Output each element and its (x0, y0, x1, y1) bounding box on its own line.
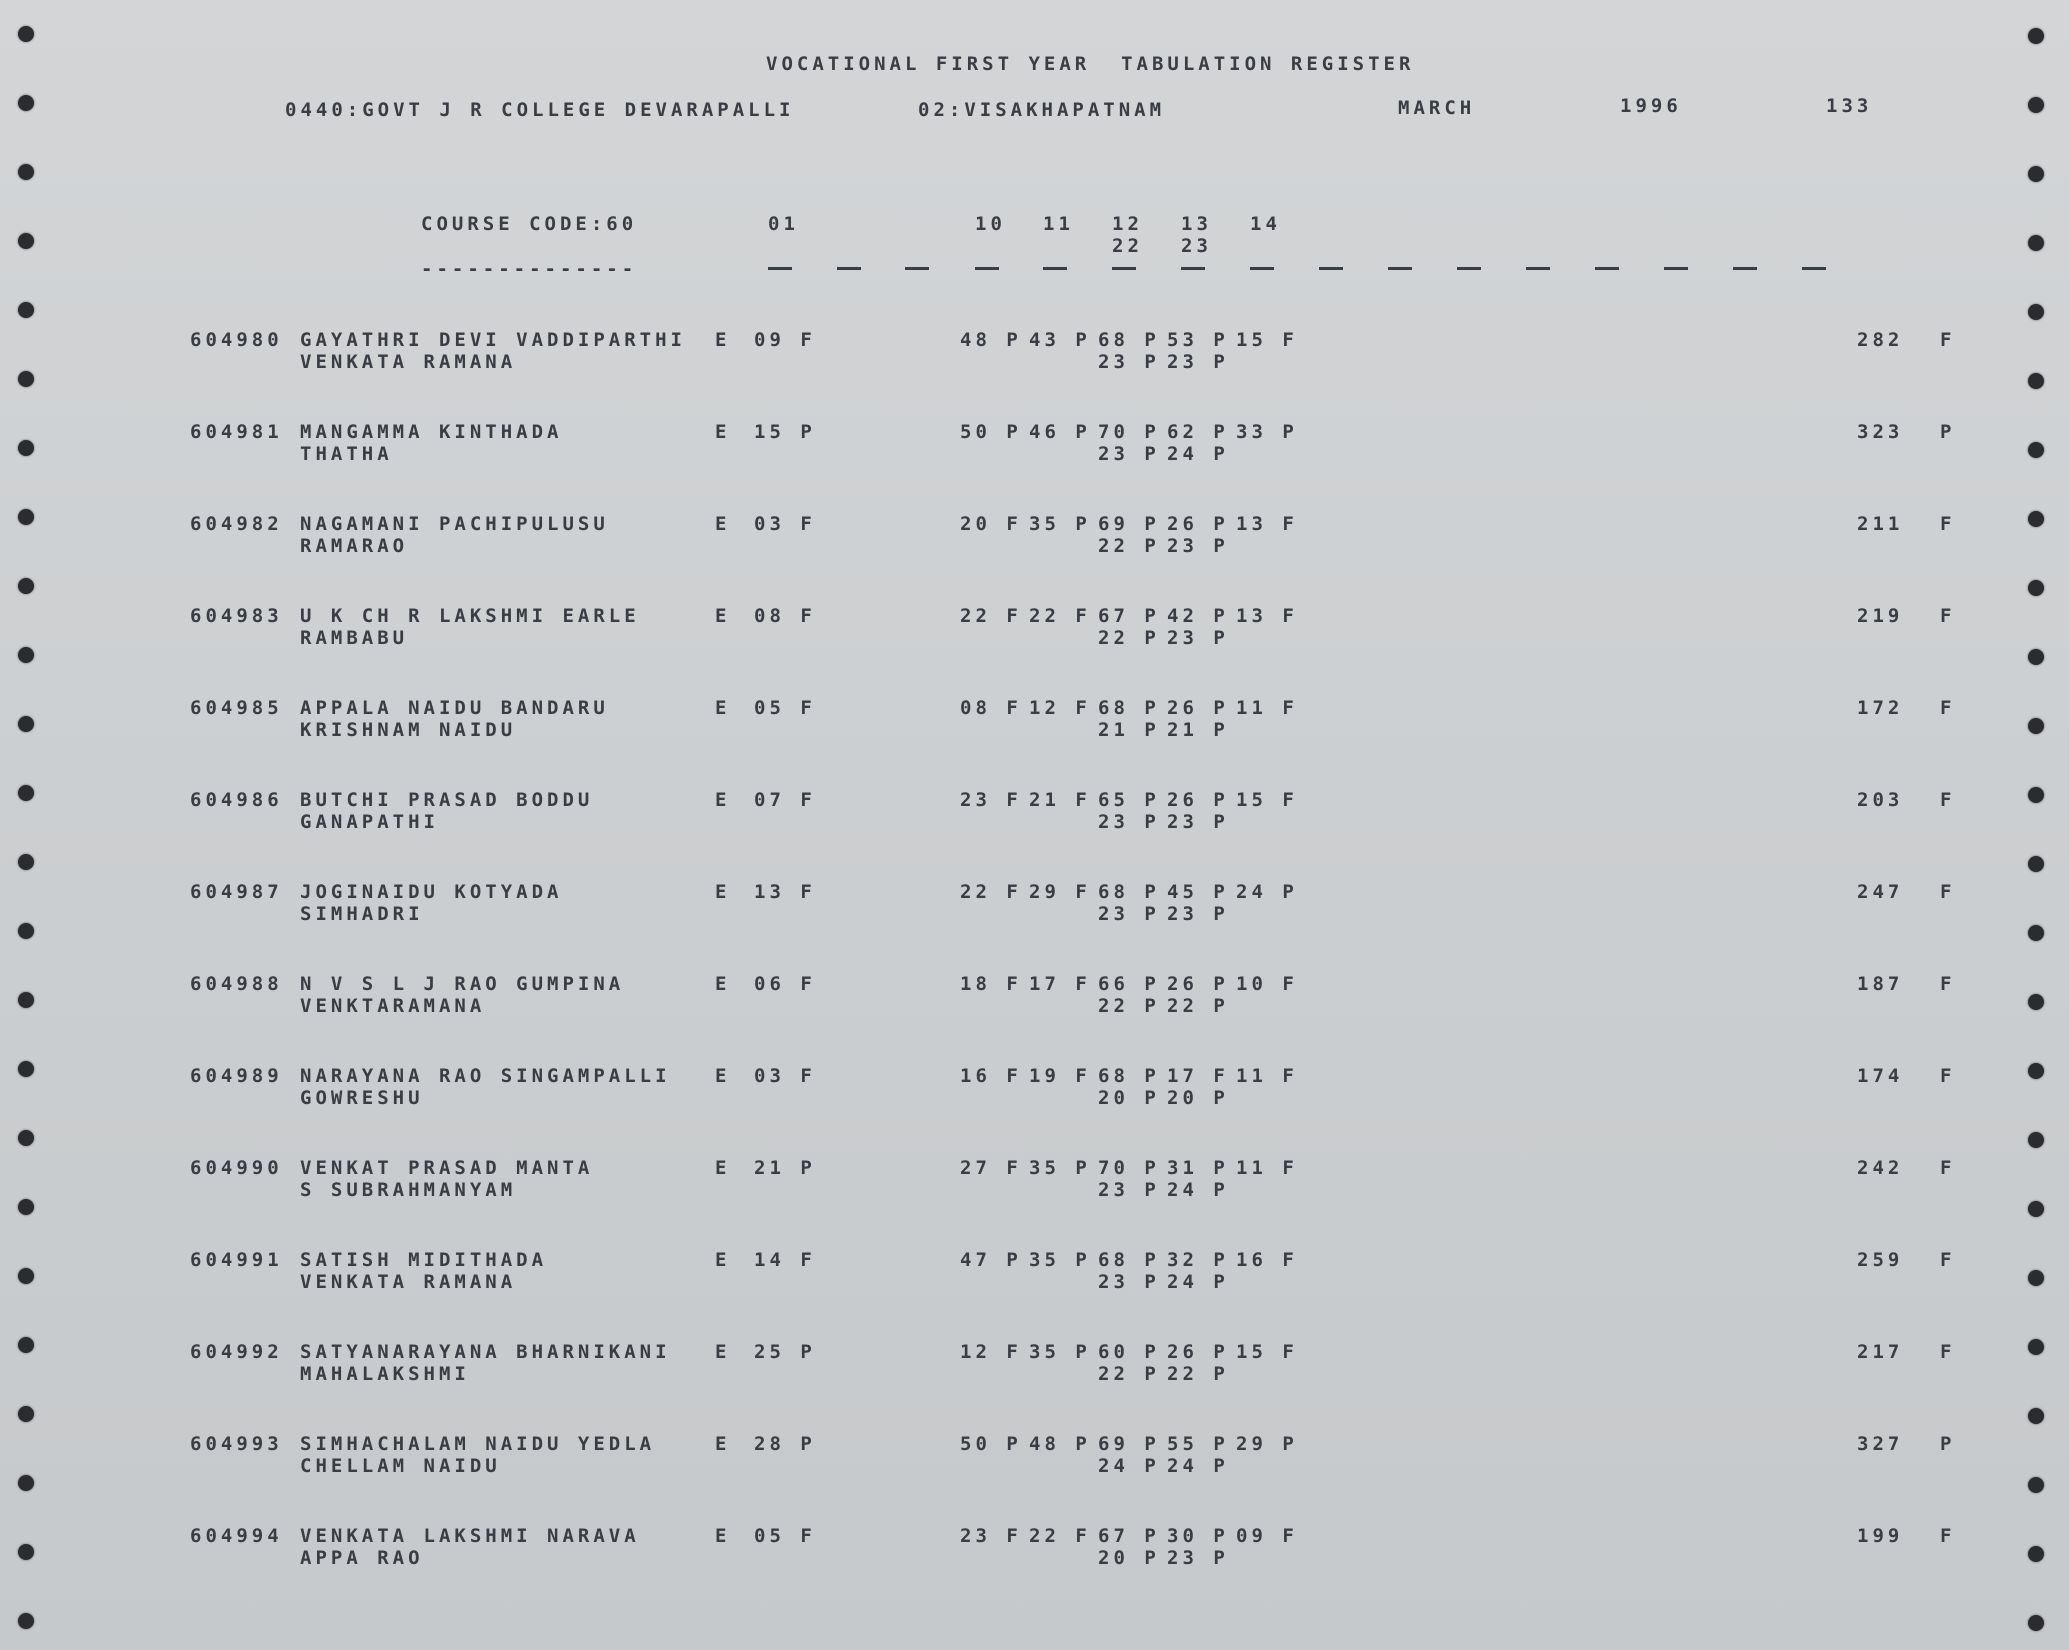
feed-hole (18, 26, 34, 42)
marks-23: 22 P (1167, 1363, 1229, 1385)
marks-23: 20 P (1167, 1087, 1229, 1109)
marks-22: 23 P (1098, 1271, 1160, 1293)
medium-code: E (715, 513, 731, 535)
student-parent-name: CHELLAM NAIDU (300, 1455, 501, 1477)
marks-11: 22 F (1029, 1525, 1091, 1547)
feed-hole (18, 923, 34, 939)
marks-01: 06 F (754, 973, 816, 995)
marks-13: 26 P (1167, 789, 1229, 811)
student-name: JOGINAIDU KOTYADA (300, 881, 563, 903)
marks-10: 23 F (960, 789, 1022, 811)
exam-year: 1996 (1620, 95, 1682, 117)
marks-13: 31 P (1167, 1157, 1229, 1179)
student-parent-name: THATHA (300, 443, 393, 465)
marks-23: 24 P (1167, 1271, 1229, 1293)
student-parent-name: GOWRESHU (300, 1087, 424, 1109)
student-id: 604992 (190, 1341, 283, 1363)
marks-13: 26 P (1167, 697, 1229, 719)
column-header-13: 13 (1181, 213, 1212, 235)
column-separator (1664, 267, 1688, 270)
feed-hole (18, 1475, 34, 1491)
marks-14: 13 F (1236, 513, 1298, 535)
column-header-10: 10 (975, 213, 1006, 235)
feed-hole (2028, 718, 2044, 734)
student-parent-name: VENKTARAMANA (300, 995, 486, 1017)
column-separator (1733, 267, 1757, 270)
marks-12: 69 P (1098, 1433, 1160, 1455)
marks-12: 70 P (1098, 421, 1160, 443)
total-marks: 174 (1857, 1065, 1904, 1087)
marks-12: 69 P (1098, 513, 1160, 535)
marks-10: 23 F (960, 1525, 1022, 1547)
marks-11: 43 P (1029, 329, 1091, 351)
student-name: NARAYANA RAO SINGAMPALLI (300, 1065, 671, 1087)
result-status: F (1940, 513, 1956, 535)
feed-hole (2028, 373, 2044, 389)
student-parent-name: GANAPATHI (300, 811, 439, 833)
column-header-01: 01 (768, 213, 799, 235)
feed-hole (2028, 97, 2044, 113)
marks-01: 09 F (754, 329, 816, 351)
column-separator (1112, 267, 1136, 270)
feed-hole (18, 1061, 34, 1077)
marks-14: 11 F (1236, 1065, 1298, 1087)
marks-12: 68 P (1098, 697, 1160, 719)
feed-hole (18, 578, 34, 594)
student-parent-name: SIMHADRI (300, 903, 424, 925)
medium-code: E (715, 789, 731, 811)
student-id: 604986 (190, 789, 283, 811)
column-separator (1526, 267, 1550, 270)
medium-code: E (715, 1525, 731, 1547)
course-code: COURSE CODE:60 (421, 213, 638, 235)
student-parent-name: APPA RAO (300, 1547, 424, 1569)
marks-10: 27 F (960, 1157, 1022, 1179)
marks-11: 17 F (1029, 973, 1091, 995)
feed-hole (18, 1406, 34, 1422)
marks-22: 21 P (1098, 719, 1160, 741)
marks-23: 23 P (1167, 1547, 1229, 1569)
feed-hole (2028, 1615, 2044, 1631)
feed-hole (18, 509, 34, 525)
total-marks: 187 (1857, 973, 1904, 995)
student-parent-name: MAHALAKSHMI (300, 1363, 470, 1385)
column-separator (837, 267, 861, 270)
medium-code: E (715, 881, 731, 903)
column-separator (1595, 267, 1619, 270)
student-parent-name: VENKATA RAMANA (300, 1271, 517, 1293)
marks-22: 24 P (1098, 1455, 1160, 1477)
marks-01: 28 P (754, 1433, 816, 1455)
feed-hole (2028, 1201, 2044, 1217)
student-id: 604990 (190, 1157, 283, 1179)
marks-13: 55 P (1167, 1433, 1229, 1455)
total-marks: 247 (1857, 881, 1904, 903)
result-status: P (1940, 421, 1956, 443)
feed-hole (18, 371, 34, 387)
column-header-14: 14 (1250, 213, 1281, 235)
marks-14: 13 F (1236, 605, 1298, 627)
marks-14: 15 F (1236, 789, 1298, 811)
marks-10: 16 F (960, 1065, 1022, 1087)
marks-01: 08 F (754, 605, 816, 627)
marks-10: 50 P (960, 421, 1022, 443)
marks-01: 03 F (754, 513, 816, 535)
marks-10: 20 F (960, 513, 1022, 535)
marks-13: 45 P (1167, 881, 1229, 903)
result-status: F (1940, 973, 1956, 995)
column-separator (975, 267, 999, 270)
marks-13: 26 P (1167, 1341, 1229, 1363)
student-name: GAYATHRI DEVI VADDIPARTHI (300, 329, 686, 351)
feed-hole (2028, 1339, 2044, 1355)
result-status: F (1940, 697, 1956, 719)
feed-hole (18, 1130, 34, 1146)
column-separator (1319, 267, 1343, 270)
marks-22: 22 P (1098, 995, 1160, 1017)
student-name: APPALA NAIDU BANDARU (300, 697, 609, 719)
medium-code: E (715, 1157, 731, 1179)
marks-22: 23 P (1098, 811, 1160, 833)
marks-01: 15 P (754, 421, 816, 443)
feed-hole (18, 1199, 34, 1215)
student-id: 604985 (190, 697, 283, 719)
marks-11: 35 P (1029, 1249, 1091, 1271)
medium-code: E (715, 973, 731, 995)
marks-10: 18 F (960, 973, 1022, 995)
marks-23: 23 P (1167, 535, 1229, 557)
marks-22: 20 P (1098, 1087, 1160, 1109)
student-id: 604991 (190, 1249, 283, 1271)
marks-22: 22 P (1098, 1363, 1160, 1385)
student-id: 604983 (190, 605, 283, 627)
feed-hole (18, 647, 34, 663)
feed-hole (2028, 304, 2044, 320)
feed-hole (18, 233, 34, 249)
marks-11: 21 F (1029, 789, 1091, 811)
result-status: F (1940, 1341, 1956, 1363)
marks-01: 05 F (754, 1525, 816, 1547)
marks-14: 33 P (1236, 421, 1298, 443)
marks-13: 26 P (1167, 973, 1229, 995)
total-marks: 211 (1857, 513, 1904, 535)
feed-hole (18, 1268, 34, 1284)
medium-code: E (715, 697, 731, 719)
marks-22: 23 P (1098, 903, 1160, 925)
feed-hole (2028, 1063, 2044, 1079)
total-marks: 242 (1857, 1157, 1904, 1179)
feed-hole (2028, 1477, 2044, 1493)
marks-14: 09 F (1236, 1525, 1298, 1547)
result-status: F (1940, 881, 1956, 903)
medium-code: E (715, 1249, 731, 1271)
marks-22: 22 P (1098, 535, 1160, 557)
register-title: VOCATIONAL FIRST YEAR TABULATION REGISTER (766, 53, 1415, 75)
medium-code: E (715, 421, 731, 443)
marks-13: 32 P (1167, 1249, 1229, 1271)
marks-14: 29 P (1236, 1433, 1298, 1455)
marks-13: 42 P (1167, 605, 1229, 627)
marks-10: 12 F (960, 1341, 1022, 1363)
marks-22: 23 P (1098, 1179, 1160, 1201)
student-name: VENKATA LAKSHMI NARAVA (300, 1525, 640, 1547)
feed-hole (18, 1337, 34, 1353)
marks-14: 10 F (1236, 973, 1298, 995)
total-marks: 259 (1857, 1249, 1904, 1271)
marks-14: 11 F (1236, 697, 1298, 719)
student-parent-name: S SUBRAHMANYAM (300, 1179, 517, 1201)
student-parent-name: KRISHNAM NAIDU (300, 719, 517, 741)
medium-code: E (715, 329, 731, 351)
result-status: F (1940, 605, 1956, 627)
feed-hole (2028, 994, 2044, 1010)
total-marks: 203 (1857, 789, 1904, 811)
medium-code: E (715, 605, 731, 627)
feed-hole (18, 716, 34, 732)
marks-11: 29 F (1029, 881, 1091, 903)
district-name: 02:VISAKHAPATNAM (918, 99, 1166, 121)
medium-code: E (715, 1341, 731, 1363)
feed-hole (18, 1544, 34, 1560)
student-id: 604980 (190, 329, 283, 351)
column-separator (1043, 267, 1067, 270)
marks-22: 23 P (1098, 443, 1160, 465)
marks-23: 23 P (1167, 627, 1229, 649)
marks-23: 24 P (1167, 1455, 1229, 1477)
marks-11: 22 F (1029, 605, 1091, 627)
column-separator (1250, 267, 1274, 270)
marks-12: 68 P (1098, 1065, 1160, 1087)
marks-10: 47 P (960, 1249, 1022, 1271)
student-name: U K CH R LAKSHMI EARLE (300, 605, 640, 627)
marks-23: 22 P (1167, 995, 1229, 1017)
marks-10: 48 P (960, 329, 1022, 351)
feed-hole (18, 785, 34, 801)
feed-hole (18, 992, 34, 1008)
feed-hole (2028, 925, 2044, 941)
feed-hole (2028, 649, 2044, 665)
marks-23: 24 P (1167, 1179, 1229, 1201)
student-id: 604987 (190, 881, 283, 903)
marks-01: 03 F (754, 1065, 816, 1087)
student-name: VENKAT PRASAD MANTA (300, 1157, 594, 1179)
total-marks: 199 (1857, 1525, 1904, 1547)
student-name: NAGAMANI PACHIPULUSU (300, 513, 609, 535)
student-name: MANGAMMA KINTHADA (300, 421, 563, 443)
feed-hole (18, 302, 34, 318)
marks-01: 05 F (754, 697, 816, 719)
column-separator (905, 267, 929, 270)
feed-hole (2028, 235, 2044, 251)
marks-11: 35 P (1029, 1157, 1091, 1179)
marks-10: 22 F (960, 881, 1022, 903)
marks-23: 21 P (1167, 719, 1229, 741)
marks-12: 68 P (1098, 329, 1160, 351)
total-marks: 219 (1857, 605, 1904, 627)
feed-hole (2028, 166, 2044, 182)
total-marks: 217 (1857, 1341, 1904, 1363)
course-code-underline: -------------- (421, 258, 638, 280)
feed-hole (2028, 1132, 2044, 1148)
student-id: 604989 (190, 1065, 283, 1087)
feed-hole (18, 854, 34, 870)
marks-13: 62 P (1167, 421, 1229, 443)
student-parent-name: VENKATA RAMANA (300, 351, 517, 373)
result-status: F (1940, 1525, 1956, 1547)
marks-01: 07 F (754, 789, 816, 811)
marks-23: 23 P (1167, 811, 1229, 833)
student-parent-name: RAMARAO (300, 535, 409, 557)
result-status: F (1940, 1249, 1956, 1271)
student-id: 604981 (190, 421, 283, 443)
column-separator (768, 267, 792, 270)
marks-12: 67 P (1098, 605, 1160, 627)
marks-13: 26 P (1167, 513, 1229, 535)
column-separator (1181, 267, 1205, 270)
column-header-11: 11 (1043, 213, 1074, 235)
marks-12: 67 P (1098, 1525, 1160, 1547)
student-name: SATYANARAYANA BHARNIKANI (300, 1341, 671, 1363)
column-separator (1457, 267, 1481, 270)
feed-hole (2028, 1408, 2044, 1424)
total-marks: 172 (1857, 697, 1904, 719)
marks-13: 17 F (1167, 1065, 1229, 1087)
student-name: SATISH MIDITHADA (300, 1249, 548, 1271)
student-parent-name: RAMBABU (300, 627, 409, 649)
medium-code: E (715, 1065, 731, 1087)
marks-12: 70 P (1098, 1157, 1160, 1179)
exam-month: MARCH (1398, 97, 1476, 119)
feed-hole (2028, 1546, 2044, 1562)
feed-hole (2028, 28, 2044, 44)
student-id: 604988 (190, 973, 283, 995)
column-header-23: 23 (1181, 235, 1212, 257)
marks-14: 24 P (1236, 881, 1298, 903)
feed-hole (2028, 511, 2044, 527)
marks-10: 08 F (960, 697, 1022, 719)
feed-hole (18, 440, 34, 456)
feed-hole (2028, 442, 2044, 458)
total-marks: 327 (1857, 1433, 1904, 1455)
marks-01: 13 F (754, 881, 816, 903)
result-status: F (1940, 789, 1956, 811)
marks-11: 19 F (1029, 1065, 1091, 1087)
total-marks: 282 (1857, 329, 1904, 351)
marks-13: 53 P (1167, 329, 1229, 351)
student-id: 604982 (190, 513, 283, 535)
column-header-22: 22 (1112, 235, 1143, 257)
marks-11: 12 F (1029, 697, 1091, 719)
marks-14: 16 F (1236, 1249, 1298, 1271)
marks-23: 23 P (1167, 903, 1229, 925)
feed-hole (18, 95, 34, 111)
marks-22: 23 P (1098, 351, 1160, 373)
result-status: F (1940, 1157, 1956, 1179)
college-name: 0440:GOVT J R COLLEGE DEVARAPALLI (285, 99, 795, 121)
column-separator (1802, 267, 1826, 270)
column-header-12: 12 (1112, 213, 1143, 235)
marks-23: 24 P (1167, 443, 1229, 465)
marks-12: 60 P (1098, 1341, 1160, 1363)
marks-01: 21 P (754, 1157, 816, 1179)
page-number: 133 (1826, 95, 1873, 117)
marks-01: 14 F (754, 1249, 816, 1271)
marks-23: 23 P (1167, 351, 1229, 373)
marks-11: 48 P (1029, 1433, 1091, 1455)
feed-hole (2028, 856, 2044, 872)
marks-22: 20 P (1098, 1547, 1160, 1569)
marks-11: 35 P (1029, 513, 1091, 535)
result-status: F (1940, 329, 1956, 351)
marks-13: 30 P (1167, 1525, 1229, 1547)
marks-10: 22 F (960, 605, 1022, 627)
marks-10: 50 P (960, 1433, 1022, 1455)
marks-11: 35 P (1029, 1341, 1091, 1363)
marks-22: 22 P (1098, 627, 1160, 649)
marks-12: 68 P (1098, 1249, 1160, 1271)
total-marks: 323 (1857, 421, 1904, 443)
feed-hole (18, 164, 34, 180)
marks-12: 66 P (1098, 973, 1160, 995)
student-id: 604993 (190, 1433, 283, 1455)
student-name: N V S L J RAO GUMPINA (300, 973, 625, 995)
feed-hole (2028, 1270, 2044, 1286)
column-separator (1388, 267, 1412, 270)
marks-01: 25 P (754, 1341, 816, 1363)
feed-hole (18, 1613, 34, 1629)
student-name: BUTCHI PRASAD BODDU (300, 789, 594, 811)
marks-11: 46 P (1029, 421, 1091, 443)
result-status: P (1940, 1433, 1956, 1455)
marks-12: 68 P (1098, 881, 1160, 903)
student-name: SIMHACHALAM NAIDU YEDLA (300, 1433, 656, 1455)
student-id: 604994 (190, 1525, 283, 1547)
medium-code: E (715, 1433, 731, 1455)
feed-hole (2028, 787, 2044, 803)
marks-14: 15 F (1236, 329, 1298, 351)
feed-hole (2028, 580, 2044, 596)
result-status: F (1940, 1065, 1956, 1087)
marks-12: 65 P (1098, 789, 1160, 811)
marks-14: 15 F (1236, 1341, 1298, 1363)
marks-14: 11 F (1236, 1157, 1298, 1179)
